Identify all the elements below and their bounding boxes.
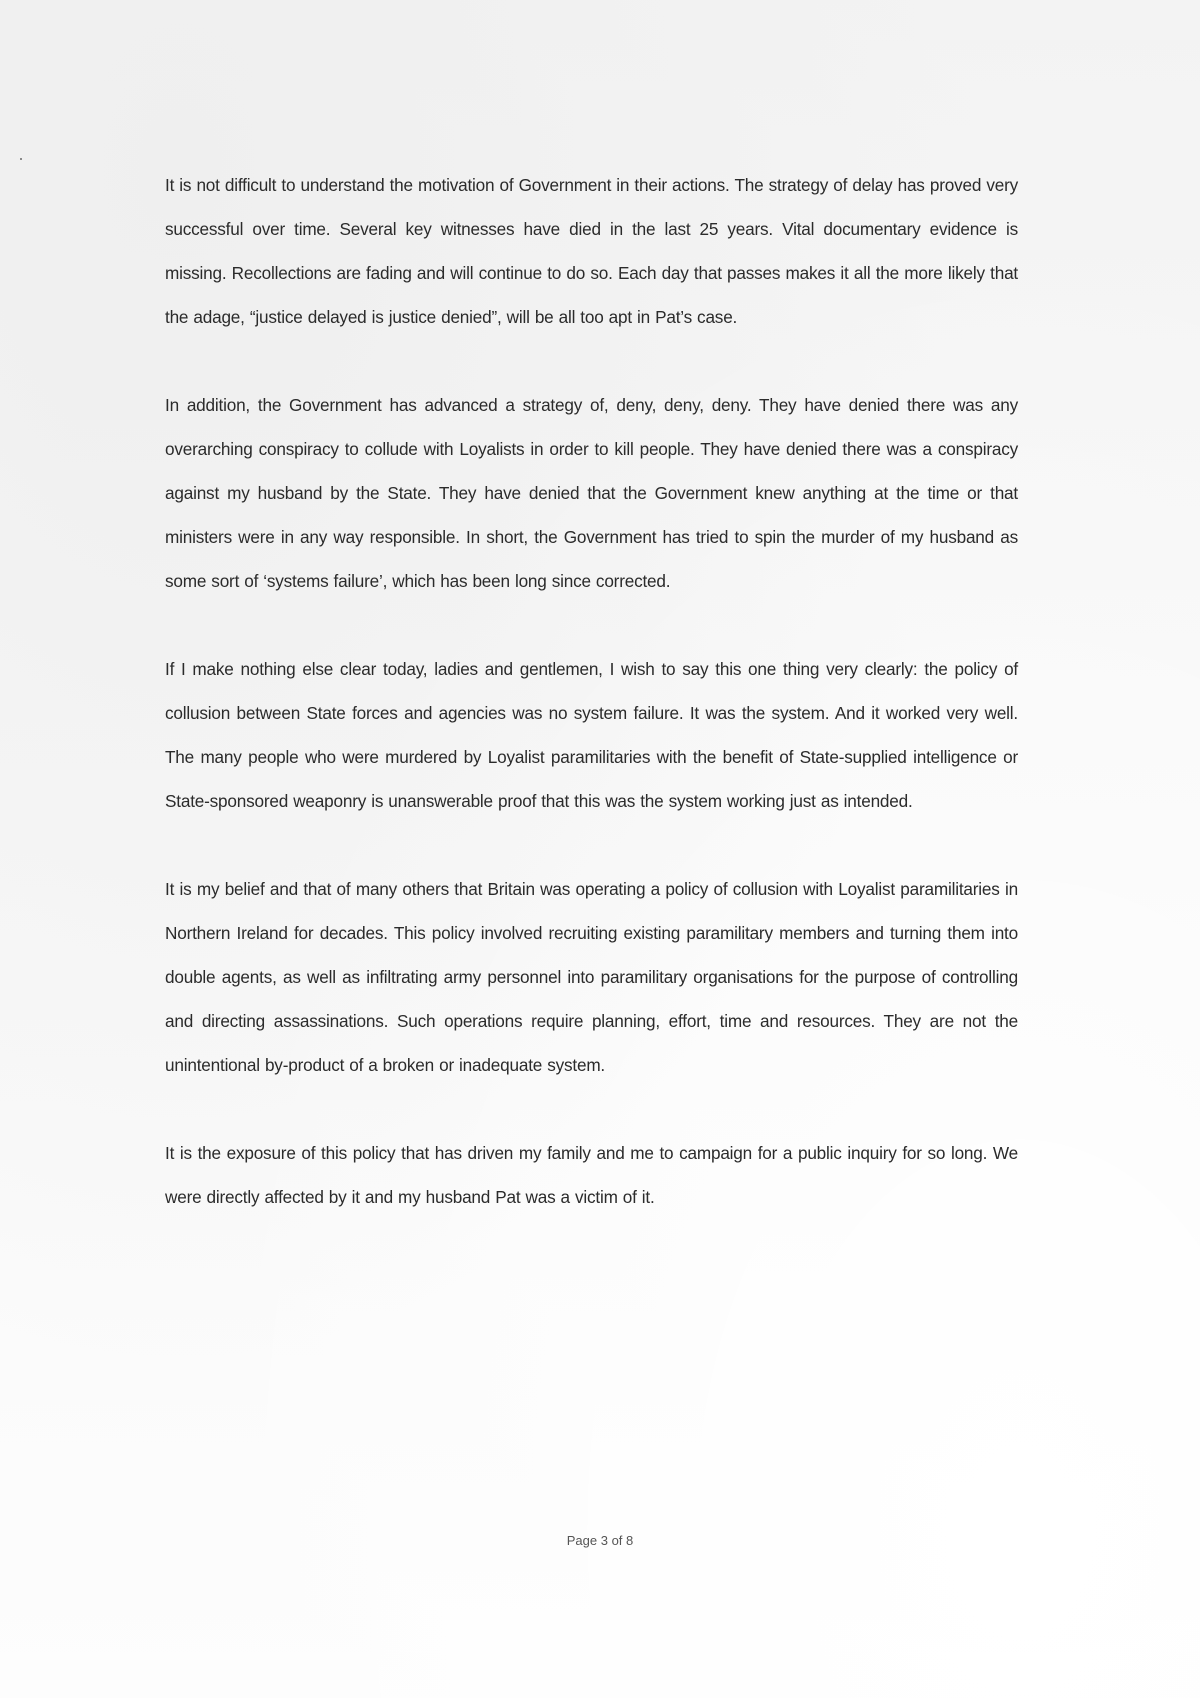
paragraph-collusion-system: If I make nothing else clear today, ladies and gentlemen, I wish to say this one thing very clearly: the policy of collusion between State forces and agencies was no system failure. It was the system. And it worked very well. The many people who were murdered by Loyalist paramilitaries with the benefit of State-supplied intelligence or State-sponsored weaponry is unanswerable proof that this was the system working just as intended. xyxy=(165,659,1018,811)
document-body xyxy=(165,163,1018,1263)
paragraph-public-inquiry: It is the exposure of this policy that has driven my family and me to campaign for a public inquiry for so long. We were directly affected by it and my husband Pat was a victim of it. xyxy=(165,1143,1018,1207)
scan-speck xyxy=(20,158,22,160)
page-number-footer: Page 3 of 8 xyxy=(566,1533,634,1548)
paragraph-collusion-policy: It is my belief and that of many others that Britain was operating a policy of collusion with Loyalist paramilitaries in Northern Ireland for decades. This policy involved recruiting existing paramilitary members and turning them into double agents, as well as infiltrating army personnel into paramilitary organisations for the purpose of controlling and directing assassinations. Such operations require planning, effort, time and resources. They are not the unintentional by-product of a broken or inadequate system. xyxy=(165,879,1018,1075)
paragraph-deny-strategy: In addition, the Government has advanced a strategy of, deny, deny, deny. They have denied there was any overarching conspiracy to collude with Loyalists in order to kill people. They have denied there was a conspiracy against my husband by the State. They have denied that the Government knew anything at the time or that ministers were in any way responsible. In short, the Government has tried to spin the murder of my husband as some sort of ‘systems failure’, which has been long since corrected. xyxy=(165,395,1018,591)
paragraph-government-motivation: It is not difficult to understand the motivation of Government in their actions. The strategy of delay has proved very successful over time. Several key witnesses have died in the last 25 years. Vital documentary evidence is missing. Recollections are fading and will continue to do so. Each day that passes makes it all the more likely that the adage, “justice delayed is justice denied”, will be all too apt in Pat’s case. xyxy=(165,175,1018,327)
